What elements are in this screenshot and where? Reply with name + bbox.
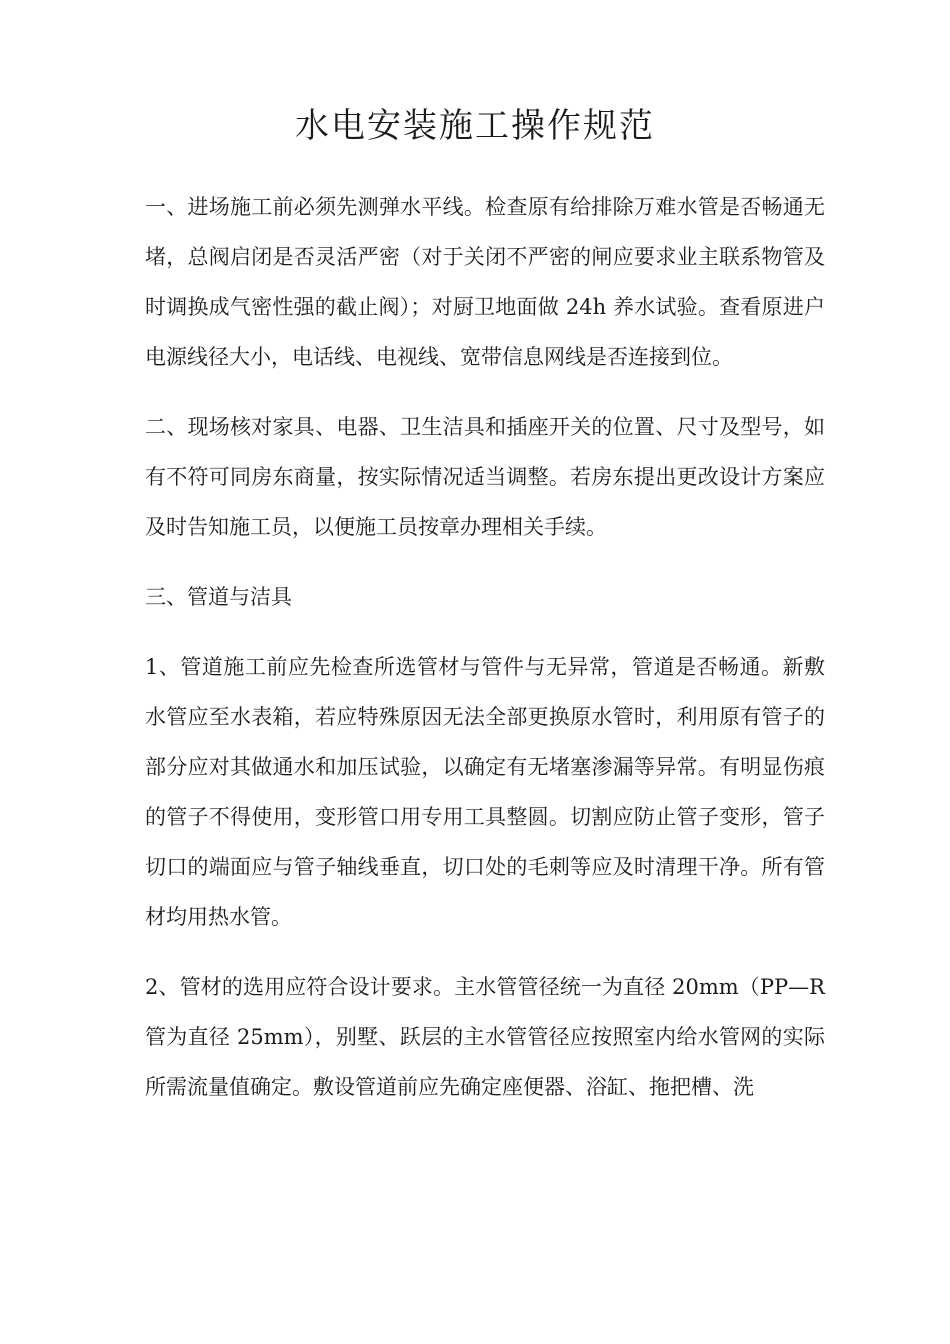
document-title: 水电安装施工操作规范	[295, 106, 655, 146]
paragraph-site-preparation: 一、进场施工前必须先测弹水平线。检查原有给排除万难水管是否畅通无堵，总阀启闭是否灵活严密（对于关闭不严密的闸应要求业主联系物管及时调换成气密性强的截止阀）；对厨卫地面做 24h 养水试验。查看原进户电源线径大小，电话线、电视线、宽带信息网线是否连接到位。	[145, 195, 825, 369]
paragraph-on-site-verification: 二、现场核对家具、电器、卫生洁具和插座开关的位置、尺寸及型号，如有不符可同房东商量，按实际情况适当调整。若房东提出更改设计方案应及时告知施工员，以便施工员按章办理相关手续。	[145, 415, 825, 539]
paragraph-pipe-inspection: 1、管道施工前应先检查所选管材与管件与无异常，管道是否畅通。新敷水管应至水表箱，若应特殊原因无法全部更换原水管时，利用原有管子的部分应对其做通水和加压试验，以确定有无堵塞渗漏等异常。有明显伤痕的管子不得使用，变形管口用专用工具整圆。切割应防止管子变形，管子切口的端面应与管子轴线垂直，切口处的毛刺等应及时清理干净。所有管材均用热水管。	[145, 655, 825, 929]
section-heading-pipes-fixtures: 三、管道与洁具	[145, 585, 292, 609]
document-body	[145, 182, 825, 1132]
paragraph-pipe-selection: 2、管材的选用应符合设计要求。主水管管径统一为直径 20mm（PP—R 管为直径 25mm），别墅、跃层的主水管管径应按照室内给水管网的实际所需流量值确定。敷设管道前应先确定座便器、浴缸、拖把槽、洗	[145, 975, 825, 1099]
